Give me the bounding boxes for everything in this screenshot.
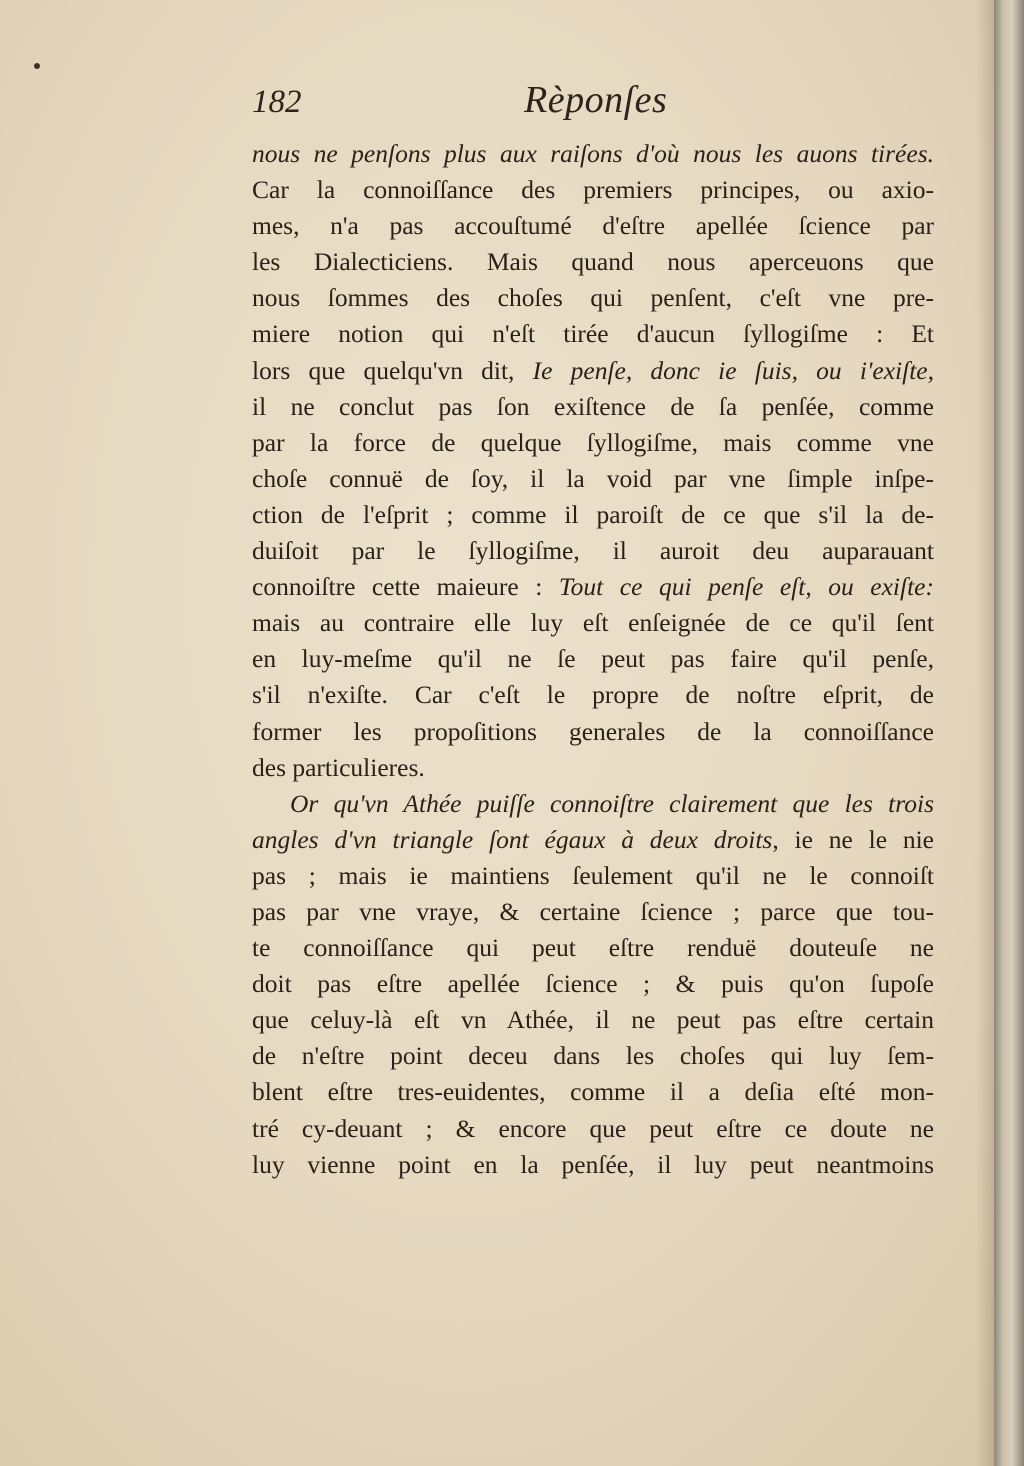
text-line xyxy=(252,930,934,966)
roman-text: former les propoſitions generales de la connoiſſance xyxy=(252,716,934,746)
text-line xyxy=(252,1111,934,1147)
roman-text: mes, n'a pas accouſtumé d'eſtre apellée ſcience par xyxy=(252,211,934,241)
roman-text: pas par vne vraye, & certaine ſcience ; parce que tou- xyxy=(252,896,934,926)
italic-text: Tout ce qui penſe eſt, ou exiſte: xyxy=(558,572,934,602)
running-title: Rèponſes xyxy=(524,79,668,121)
roman-text: des particulieres. xyxy=(252,752,425,782)
roman-text: que celuy-là eſt vn Athée, il ne peut pas eſtre certain xyxy=(252,1005,934,1035)
text-line xyxy=(252,280,934,316)
roman-text: mais au contraire elle luy eſt enſeignée de ce qu'il ſent xyxy=(252,608,934,638)
roman-text: blent eſtre tres-euidentes, comme il a deſia eſté mon- xyxy=(252,1077,934,1107)
roman-text: en luy-meſme qu'il ne ſe peut pas faire qu'il penſe, xyxy=(252,644,934,674)
roman-text: de n'eſtre point deceu dans les choſes qui luy ſem- xyxy=(252,1041,934,1071)
roman-text: connoiſtre cette maieure : xyxy=(252,572,559,602)
roman-text: luy vienne point en la penſée, il luy peut neantmoins xyxy=(252,1149,934,1179)
roman-text: miere notion qui n'eſt tirée d'aucun ſyllogiſme : Et xyxy=(252,319,934,349)
roman-text: nous ſommes des choſes qui penſent, c'eſt vne pre- xyxy=(252,283,934,313)
text-line xyxy=(252,172,934,208)
text-line xyxy=(252,244,934,280)
roman-text: pas ; mais ie maintiens ſeulement qu'il ne le connoiſt xyxy=(252,860,934,890)
roman-text: tré cy-deuant ; & encore que peut eſtre ce doute ne xyxy=(252,1113,934,1143)
italic-text: nous ne penſons plus aux raiſons d'où nous les auons tirées. xyxy=(252,139,934,168)
roman-text: par la force de quelque ſyllogiſme, mais comme vne xyxy=(252,427,934,457)
ink-spot xyxy=(34,63,40,69)
facing-page-edge xyxy=(994,0,1024,1466)
text-line xyxy=(252,389,934,425)
text-line xyxy=(252,605,934,641)
text-line xyxy=(252,569,934,605)
text-line xyxy=(252,641,934,677)
text-line xyxy=(252,1038,934,1074)
text-line xyxy=(252,786,934,822)
roman-text: lors que quelqu'vn dit, xyxy=(252,355,533,385)
page-number: 182 xyxy=(252,84,302,120)
text-line xyxy=(252,136,934,172)
text-line xyxy=(252,353,934,389)
page-header xyxy=(252,79,934,134)
italic-text: Or qu'vn Athée puiſſe connoiſtre clairement que les trois xyxy=(290,788,934,818)
roman-text: choſe connuë de ſoy, il la void par vne ſimple inſpe- xyxy=(252,463,934,493)
text-line xyxy=(252,1147,934,1183)
text-line xyxy=(252,822,934,858)
text-line xyxy=(252,497,934,533)
roman-text: te connoiſſance qui peut eſtre renduë douteuſe ne xyxy=(252,933,934,963)
gutter-shadow xyxy=(976,0,994,1466)
text-line xyxy=(252,533,934,569)
text-line xyxy=(252,208,934,244)
text-line xyxy=(252,858,934,894)
text-line xyxy=(252,425,934,461)
italic-text: angles d'vn triangle ſont égaux à deux droits xyxy=(252,824,773,854)
body-text xyxy=(252,136,934,1183)
roman-text: il ne conclut pas ſon exiſtence de ſa penſée, comme xyxy=(252,391,934,421)
text-line xyxy=(252,750,934,786)
text-line xyxy=(252,677,934,713)
text-line xyxy=(252,461,934,497)
roman-text: duiſoit par le ſyllogiſme, il auroit deu auparauant xyxy=(252,536,934,566)
roman-text: les Dialecticiens. Mais quand nous aperceuons que xyxy=(252,247,934,277)
text-line xyxy=(252,1074,934,1110)
text-line xyxy=(252,316,934,352)
text-line xyxy=(252,894,934,930)
text-line xyxy=(252,966,934,1002)
text-line xyxy=(252,1002,934,1038)
roman-text: , ie ne le nie xyxy=(772,824,934,854)
text-line xyxy=(252,714,934,750)
roman-text: s'il n'exiſte. Car c'eſt le propre de noſtre eſprit, de xyxy=(252,680,934,710)
roman-text: doit pas eſtre apellée ſcience ; & puis qu'on ſupoſe xyxy=(252,969,934,999)
roman-text: Car la connoiſſance des premiers principes, ou axio- xyxy=(252,175,934,205)
italic-text: Ie penſe, donc ie ſuis, ou i'exiſte, xyxy=(532,355,934,385)
roman-text: ction de l'eſprit ; comme il paroiſt de ce que s'il la de- xyxy=(252,499,934,529)
